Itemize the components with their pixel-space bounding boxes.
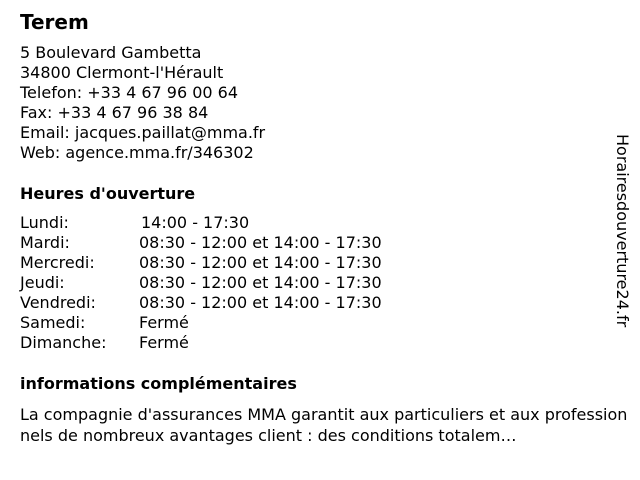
- hours-row-dimanche: [20, 333, 440, 353]
- hours-row-jeudi: [20, 273, 440, 293]
- email-line: Email: jacques.paillat@mma.fr: [20, 123, 266, 142]
- hours-value: 08:30 - 12:00 et 14:00 - 17:30: [139, 253, 382, 272]
- day-label: Dimanche:: [20, 333, 107, 352]
- hours-row-vendredi: [20, 293, 440, 313]
- day-label: Mardi:: [20, 233, 70, 252]
- hours-row-samedi: [20, 313, 440, 333]
- business-name: Terem: [20, 10, 89, 34]
- hours-value: 14:00 - 17:30: [141, 213, 250, 232]
- additional-info-text: La compagnie d'assurances MMA garantit aux particuliers et aux professionnels de nombreux avantages client : des conditions totalem…: [20, 405, 628, 445]
- opening-hours-table: [20, 213, 440, 353]
- web-line: Web: agence.mma.fr/346302: [20, 143, 254, 162]
- opening-hours-heading: Heures d'ouverture: [20, 184, 196, 203]
- hours-row-mardi: [20, 233, 440, 253]
- day-label: Lundi:: [20, 213, 69, 232]
- hours-value: Fermé: [139, 333, 189, 352]
- additional-info-heading: informations complémentaires: [20, 374, 297, 393]
- hours-value: 08:30 - 12:00 et 14:00 - 17:30: [139, 273, 382, 292]
- hours-row-lundi: [20, 213, 440, 233]
- day-label: Jeudi:: [20, 273, 65, 292]
- day-label: Vendredi:: [20, 293, 96, 312]
- phone-line: Telefon: +33 4 67 96 00 64: [20, 83, 239, 102]
- hours-value: 08:30 - 12:00 et 14:00 - 17:30: [139, 233, 382, 252]
- site-watermark: Horairesdouverture24.fr: [613, 134, 632, 328]
- hours-value: Fermé: [139, 313, 189, 332]
- contact-block: [20, 43, 265, 163]
- hours-row-mercredi: [20, 253, 440, 273]
- address-line-street: 5 Boulevard Gambetta: [20, 43, 202, 62]
- address-line-city: 34800 Clermont-l'Hérault: [20, 63, 224, 82]
- day-label: Samedi:: [20, 313, 86, 332]
- hours-value: 08:30 - 12:00 et 14:00 - 17:30: [139, 293, 382, 312]
- fax-line: Fax: +33 4 67 96 38 84: [20, 103, 209, 122]
- day-label: Mercredi:: [20, 253, 95, 272]
